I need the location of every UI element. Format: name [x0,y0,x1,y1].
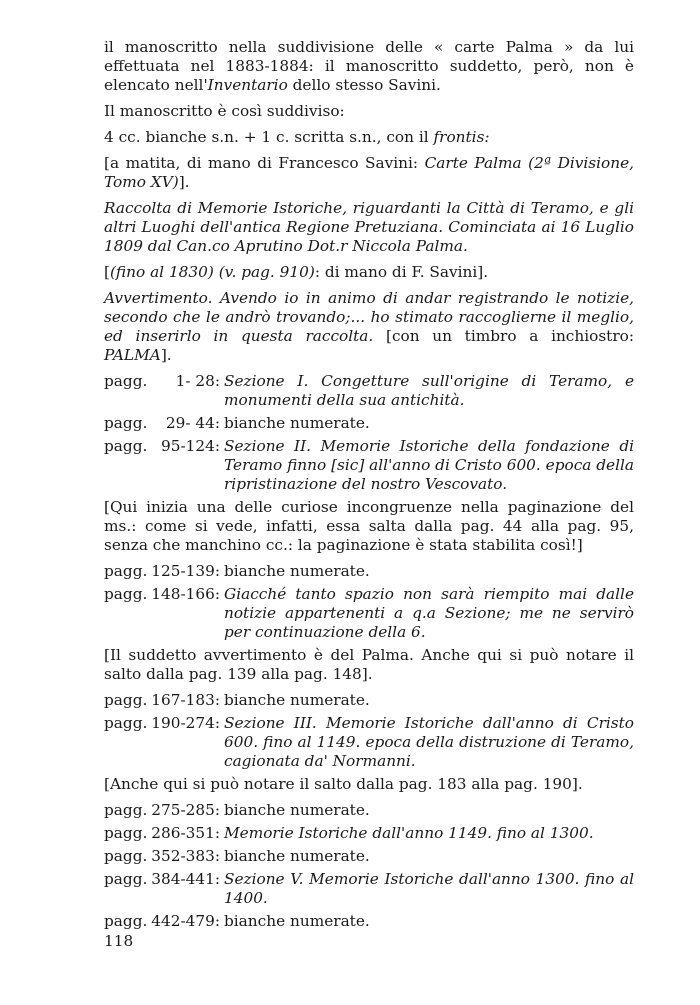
paragraph: il manoscritto nella suddivisione delle « carte Palma » da lui effettuata nel 1883-1884: il manoscritto suddetto, però, non è elencato nell'Inventario dello stesso Savini. [104,38,634,94]
page-range-entry [104,801,634,820]
entry-range: 442-479: [151,912,220,930]
entry-range: 275-285: [151,801,220,819]
entry-description: Sezione II. Memorie Istoriche della fondazione di Teramo finno [sic] all'anno di Cristo 600. epoca della ripristinazione del nostro Vescovato. [224,437,634,493]
paragraph: Il manoscritto è così suddiviso: [104,102,345,120]
page-range-entry [104,870,634,908]
entry-list [104,691,634,771]
entry-description: Sezione I. Congetture sull'origine di Teramo, e monumenti della sua antichità. [224,372,634,409]
page-range-entry [104,437,634,494]
entry-range: 95-124: [161,437,220,455]
entry-description: bianche numerate. [224,562,370,580]
entry-label: pagg. [104,414,148,432]
page-range-entry [104,912,634,931]
entry-list [104,372,634,494]
frontis-title: Raccolta di Memorie Istoriche, riguardanti la Città di Teramo, e gli altri Luoghi dell'antica Regione Pretuziana. Cominciata ai 16 Luglio 1809 dal Can.co Aprutino Dot.r Niccola Palma. [104,199,634,255]
entry-label: pagg. [104,562,148,580]
page-range-entry [104,691,634,710]
entry-label: pagg. [104,437,148,455]
note: [Il suddetto avvertimento è del Palma. Anche qui si può notare il salto dalla pag. 139 alla pag. 148]. [104,646,634,683]
entry-description: Giacché tanto spazio non sarà riempito mai dalle notizie appartenenti a q.a Sezione; me ne servirò per continuazione della 6. [224,585,634,641]
entry-range: 190-274: [151,714,220,732]
paragraph: [(fino al 1830) (v. pag. 910): di mano di F. Savini]. [104,263,489,281]
entry-description: bianche numerate. [224,847,370,865]
entry-description: Memorie Istoriche dall'anno 1149. fino al 1300. [224,824,594,842]
entry-range: 352-383: [151,847,220,865]
entry-description: bianche numerate. [224,801,370,819]
entry-range: 384-441: [151,870,220,888]
entry-range: 125-139: [151,562,220,580]
entry-range: 286-351: [151,824,220,842]
note: [Anche qui si può notare il salto dalla pag. 183 alla pag. 190]. [104,775,583,793]
page-number: 118 [104,932,134,950]
paragraph: Avvertimento. Avendo io in animo di andar registrando le notizie, secondo che le andrò trovando;... ho stimato raccoglierne il meglio, ed inserirlo in questa raccolta. [con un timbro a inchiostro: PALMA]. [104,289,635,364]
page-range-entry [104,562,634,581]
paragraph: [a matita, di mano di Francesco Savini: Carte Palma (2ª Divisione, Tomo XV)]. [104,154,634,191]
page-range-entry [104,585,634,642]
entry-list [104,562,634,642]
entry-list [104,801,634,931]
entry-description: bianche numerate. [224,414,370,432]
note: [Qui inizia una delle curiose incongruenze nella paginazione del ms.: come si vede, infatti, essa salta dalla pag. 44 alla pag. 95, senza che manchino cc.: la paginazione è stata stabilita così!] [104,498,634,554]
entry-label: pagg. [104,824,148,842]
entry-description: Sezione III. Memorie Istoriche dall'anno di Cristo 600. fino al 1149. epoca della distruzione di Teramo, cagionata da' Normanni. [224,714,634,770]
entry-label: pagg. [104,714,148,732]
paragraph: 4 cc. bianche s.n. + 1 c. scritta s.n., con il frontis: [104,128,490,146]
entry-range: 167-183: [151,691,220,709]
entry-range: 1- 28: [175,372,220,390]
entry-description: bianche numerate. [224,691,370,709]
entry-label: pagg. [104,372,148,390]
entry-range: 29- 44: [165,414,220,432]
page-range-entry [104,824,634,843]
page-range-entry [104,372,634,410]
entry-label: pagg. [104,847,148,865]
entry-label: pagg. [104,585,148,603]
entry-label: pagg. [104,801,148,819]
entry-label: pagg. [104,912,148,930]
page-body [104,38,634,935]
entry-range: 148-166: [151,585,220,603]
entry-label: pagg. [104,691,148,709]
entry-label: pagg. [104,870,148,888]
page-range-entry [104,414,634,433]
page-range-entry [104,714,634,771]
page-range-entry [104,847,634,866]
entry-description: bianche numerate. [224,912,370,930]
entry-description: Sezione V. Memorie Istoriche dall'anno 1300. fino al 1400. [224,870,634,907]
